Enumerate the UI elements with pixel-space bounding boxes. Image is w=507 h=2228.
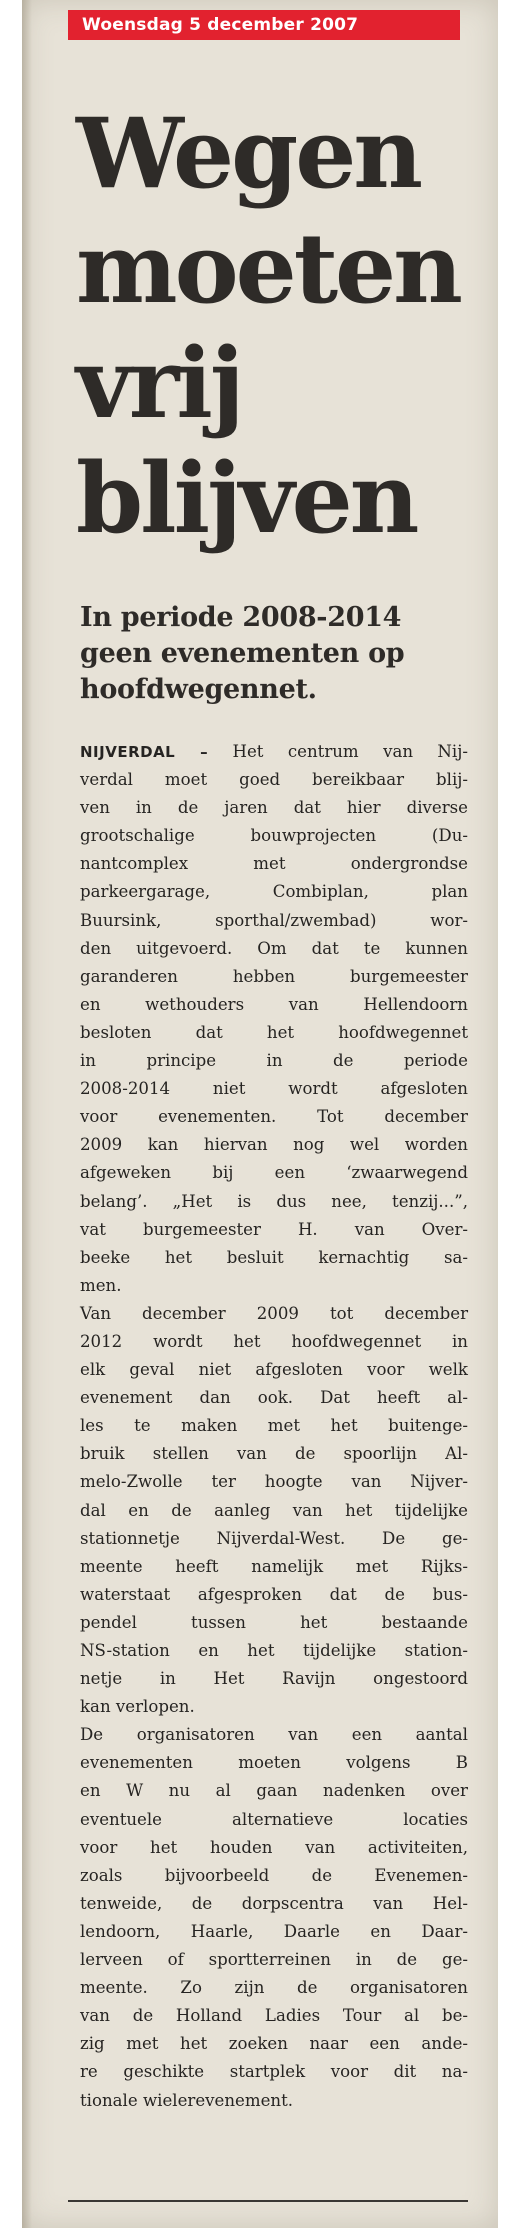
bottom-rule [68, 2200, 468, 2202]
article-line: Van december 2009 tot december [80, 1303, 468, 1323]
article-line: 2012 wordt het hoofdwegennet in [80, 1331, 468, 1351]
article-line: evenement dan ook. Dat heeft al- [80, 1388, 468, 1408]
article-line: den uitgevoerd. Om dat te kunnen [80, 938, 468, 958]
article-line: tenweide, de dorpscentra van Hel- [80, 1893, 468, 1913]
subheadline [80, 600, 490, 708]
article-line: stationnetje Nijverdal-West. De ge- [80, 1528, 468, 1548]
article-line: meente. Zo zijn de organisatoren [80, 1978, 468, 1998]
headline [76, 96, 486, 556]
article-line: eventuele alternatieve locaties [80, 1809, 468, 1829]
article-line: garanderen hebben burgemeester [80, 966, 468, 986]
article-line: voor het houden van activiteiten, [80, 1837, 468, 1857]
article-line: afgeweken bij een ‘zwaarwegend [80, 1163, 468, 1183]
article-body [80, 738, 468, 2115]
article-line: zig met het zoeken naar een ande- [80, 2034, 468, 2054]
torn-edge-shadow [22, 0, 32, 2228]
article-line: parkeergarage, Combiplan, plan [80, 882, 468, 902]
article-line: kan verlopen. [80, 1697, 195, 1717]
subheadline-line: geen evenementen op [80, 638, 405, 669]
article-line: pendel tussen het bestaande [80, 1612, 468, 1632]
article-line: en W nu al gaan nadenken over [80, 1781, 468, 1801]
date-banner: Woensdag 5 december 2007 [68, 10, 460, 40]
article-line: Buursink, sporthal/zwembad) wor- [80, 910, 468, 930]
article-line: les te maken met het buitenge- [80, 1416, 468, 1436]
article-line-text: Het centrum van Nij- [208, 742, 468, 761]
article-line: melo-Zwolle ter hoogte van Nijver- [80, 1472, 468, 1492]
headline-line: blijven [76, 442, 417, 555]
article-line: dal en de aanleg van het tijdelijke [80, 1500, 468, 1520]
article-line: van de Holland Ladies Tour al be- [80, 2006, 468, 2026]
headline-line: Wegen [76, 97, 421, 210]
dateline: NIJVERDAL – [80, 743, 209, 761]
article-line: beeke het besluit kernachtig sa- [80, 1247, 468, 1267]
article-line: De organisatoren van een aantal [80, 1725, 468, 1745]
article-line: en wethouders van Hellendoorn [80, 994, 468, 1014]
headline-line: moeten [76, 212, 460, 325]
article-line: netje in Het Ravijn ongestoord [80, 1669, 468, 1689]
article-line: meente heeft namelijk met Rijks- [80, 1556, 468, 1576]
subheadline-line: In periode 2008-2014 [80, 602, 402, 633]
article-line: in principe in de periode [80, 1051, 468, 1071]
headline-line: vrij [76, 327, 242, 440]
article-line: re geschikte startplek voor dit na- [80, 2062, 468, 2082]
article-line [80, 738, 468, 766]
article-line: verdal moet goed bereikbaar blij- [80, 770, 468, 790]
article-line: evenementen moeten volgens B [80, 1753, 468, 1773]
article-line: tionale wielerevenement. [80, 2090, 294, 2110]
article-line: men. [80, 1275, 122, 1295]
article-line: belang’. „Het is dus nee, tenzij...”, [80, 1191, 468, 1211]
article-line: bruik stellen van de spoorlijn Al- [80, 1444, 468, 1464]
article-line: nantcomplex met ondergrondse [80, 854, 468, 874]
article-line: waterstaat afgesproken dat de bus- [80, 1584, 468, 1604]
subheadline-line: hoofdwegennet. [80, 674, 317, 705]
article-line: besloten dat het hoofdwegennet [80, 1022, 468, 1042]
article-line: grootschalige bouwprojecten (Du- [80, 826, 468, 846]
article-line: 2008-2014 niet wordt afgesloten [80, 1079, 468, 1099]
article-line: lendoorn, Haarle, Daarle en Daar- [80, 1921, 468, 1941]
article-line: elk geval niet afgesloten voor welk [80, 1360, 468, 1380]
article-line: lerveen of sportterreinen in de ge- [80, 1950, 468, 1970]
article-line: voor evenementen. Tot december [80, 1107, 468, 1127]
article-line: ven in de jaren dat hier diverse [80, 798, 468, 818]
article-line: zoals bijvoorbeeld de Evenemen- [80, 1865, 468, 1885]
article-line: 2009 kan hiervan nog wel worden [80, 1135, 468, 1155]
article-line: vat burgemeester H. van Over- [80, 1219, 468, 1239]
article-line: NS-station en het tijdelijke station- [80, 1641, 468, 1660]
